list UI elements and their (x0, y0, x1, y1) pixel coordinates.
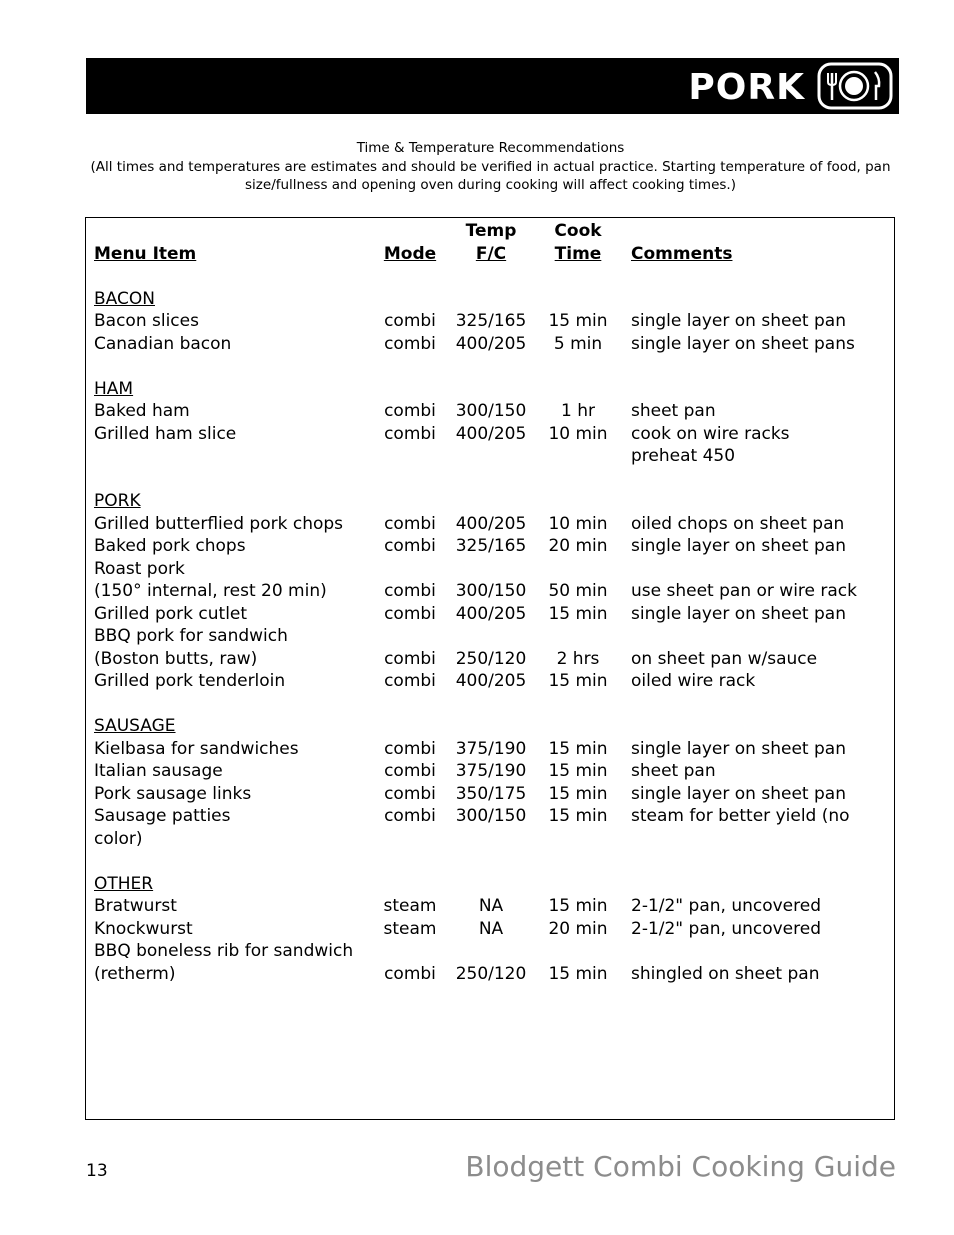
cook-header: Cook (554, 221, 602, 241)
table-row (86, 535, 894, 558)
guide-title: Blodgett Combi Cooking Guide (465, 1150, 896, 1183)
menu-item-cell: Baked pork chops (94, 536, 246, 556)
header-row (86, 243, 894, 266)
intro-note: (All times and temperatures are estimates and should be verified in actual practice. Starting temperature of food, pan size/fullness and opening oven during cooking will affect cooking times.) (90, 159, 891, 193)
menu-item-cell: Kielbasa for sandwiches (94, 738, 299, 759)
table-row (86, 445, 894, 468)
cook-time-cell: 15 min (548, 783, 608, 804)
section-title: OTHER (94, 873, 154, 894)
table-row (86, 625, 894, 648)
menu-item-cell: Grilled pork cutlet (94, 603, 248, 624)
table-row (86, 310, 894, 333)
table-row (86, 400, 894, 423)
comment-cell: cook on wire racks (631, 423, 790, 444)
cook-time-cell: 20 min (548, 918, 608, 939)
table-row (86, 805, 894, 828)
menu-item-cell: Pork sausage links (94, 783, 252, 804)
comment-cell: shingled on sheet pan (631, 963, 820, 984)
temp-cell: 300/150 (455, 806, 527, 826)
mode-cell: combi (384, 581, 436, 601)
mode-cell: combi (384, 963, 436, 984)
table-row (86, 760, 894, 783)
section-title: BACON (94, 288, 155, 309)
comment-cell: single layer on sheet pan (631, 311, 846, 331)
banner-title: PORK (688, 67, 805, 108)
table-row (86, 558, 894, 581)
mode-cell: combi (384, 738, 436, 759)
table-row (86, 670, 894, 693)
table-row (86, 828, 894, 851)
table-row (86, 580, 894, 603)
menu-item-cell: (150° internal, rest 20 min) (94, 581, 327, 601)
cook-time-cell: 1 hr (561, 401, 595, 421)
temp-cell: 375/190 (455, 738, 527, 759)
comment-cell: 2-1/2" pan, uncovered (631, 918, 822, 939)
temp-cell: 250/120 (455, 963, 527, 984)
temp-cell: 400/205 (455, 671, 527, 691)
plate-fork-knife-icon (817, 62, 893, 110)
mode-cell: combi (384, 513, 436, 534)
menu-item-header: Menu Item (94, 244, 197, 264)
section-heading (86, 490, 894, 513)
comment-cell: 2-1/2" pan, uncovered (631, 896, 822, 916)
comment-cell: on sheet pan w/sauce (631, 648, 818, 669)
cook-time-cell: 5 min (553, 333, 603, 354)
mode-cell: combi (384, 783, 436, 804)
mode-cell: combi (384, 806, 436, 826)
menu-item-cell: Italian sausage (94, 761, 223, 781)
menu-item-cell: Grilled butterflied pork chops (94, 513, 344, 534)
table-row (86, 940, 894, 963)
comment-cell: single layer on sheet pan (631, 738, 846, 759)
cook-time-cell: 15 min (548, 603, 608, 624)
menu-item-cell: Grilled ham slice (94, 423, 237, 444)
temp-cell: 300/150 (455, 401, 527, 421)
menu-item-cell: Baked ham (94, 401, 190, 421)
temp-cell: 300/150 (455, 581, 527, 601)
cook-time-cell: 15 min (548, 311, 608, 331)
temp-cell: NA (478, 896, 504, 916)
table-row (86, 918, 894, 941)
mode-cell: combi (384, 603, 436, 624)
table-row (86, 783, 894, 806)
temp-cell: 400/205 (455, 513, 527, 534)
comment-cell: preheat 450 (631, 446, 736, 466)
temp-unit-header: F/C (475, 244, 507, 264)
menu-item-cell: (Boston butts, raw) (94, 648, 258, 669)
cook-time-cell: 15 min (548, 963, 608, 984)
cook-time-cell: 20 min (548, 536, 608, 556)
cook-time-cell: 10 min (548, 423, 608, 444)
comment-cell: single layer on sheet pan (631, 603, 846, 624)
cook-time-cell: 15 min (548, 761, 608, 781)
section-heading (86, 288, 894, 311)
menu-item-cell: color) (94, 828, 143, 849)
section-heading (86, 873, 894, 896)
temp-cell: 400/205 (455, 603, 527, 624)
cook-time-cell: 2 hrs (556, 648, 600, 669)
menu-item-cell: Bacon slices (94, 311, 199, 331)
temp-cell: 350/175 (455, 783, 527, 804)
comment-cell: sheet pan (631, 761, 716, 781)
cook-time-cell: 15 min (548, 671, 608, 691)
menu-item-cell: (retherm) (94, 963, 176, 984)
mode-header: Mode (383, 244, 437, 264)
time-header: Time (554, 244, 602, 264)
cook-time-cell: 50 min (548, 581, 608, 601)
cook-time-cell: 10 min (548, 513, 608, 534)
cook-time-cell: 15 min (548, 806, 608, 826)
mode-cell: combi (384, 536, 436, 556)
table-row (86, 423, 894, 446)
temp-cell: 375/190 (455, 761, 527, 781)
comment-cell: use sheet pan or wire rack (631, 581, 857, 601)
comment-cell: oiled chops on sheet pan (631, 513, 845, 534)
page-number: 13 (86, 1161, 108, 1181)
table-row (86, 333, 894, 356)
mode-cell: combi (384, 401, 436, 421)
temp-cell: 325/165 (455, 311, 527, 331)
mode-cell: combi (384, 333, 436, 354)
header-row-top (86, 220, 894, 243)
mode-cell: combi (384, 311, 436, 331)
temp-cell: NA (478, 918, 504, 939)
comment-cell: single layer on sheet pans (631, 333, 855, 354)
menu-item-cell: Bratwurst (94, 896, 177, 916)
temp-header: Temp (465, 221, 517, 241)
section-heading (86, 378, 894, 401)
intro-title: Time & Temperature Recommendations (356, 140, 625, 156)
menu-item-cell: BBQ boneless rib for sandwich (94, 941, 354, 961)
temp-cell: 325/165 (455, 536, 527, 556)
mode-cell: steam (383, 896, 437, 916)
comments-header: Comments (631, 244, 733, 264)
table-row (86, 895, 894, 918)
mode-cell: combi (384, 423, 436, 444)
comment-cell: steam for better yield (no (631, 806, 850, 826)
menu-item-cell: Sausage patties (94, 806, 231, 826)
comment-cell: single layer on sheet pan (631, 536, 846, 556)
cook-time-cell: 15 min (548, 896, 608, 916)
menu-item-cell: BBQ pork for sandwich (94, 626, 288, 646)
temp-cell: 400/205 (455, 423, 527, 444)
mode-cell: combi (384, 648, 436, 669)
section-title: PORK (94, 491, 141, 511)
table-row (86, 648, 894, 671)
menu-item-cell: Canadian bacon (94, 333, 232, 354)
menu-item-cell: Knockwurst (94, 918, 193, 939)
section-title: SAUSAGE (94, 716, 176, 736)
mode-cell: steam (383, 918, 437, 939)
table-row (86, 963, 894, 986)
temp-cell: 400/205 (455, 333, 527, 354)
cook-time-cell: 15 min (548, 738, 608, 759)
section-heading (86, 715, 894, 738)
comment-cell: single layer on sheet pan (631, 783, 846, 804)
menu-item-cell: Grilled pork tenderloin (94, 671, 286, 691)
recommendations-table (85, 217, 895, 1120)
section-title: HAM (94, 378, 134, 399)
comment-cell: oiled wire rack (631, 671, 756, 691)
table-row (86, 738, 894, 761)
mode-cell: combi (384, 761, 436, 781)
menu-item-cell: Roast pork (94, 558, 185, 579)
mode-cell: combi (384, 671, 436, 691)
comment-cell: sheet pan (631, 401, 716, 421)
table-row (86, 603, 894, 626)
section-banner (86, 58, 899, 114)
table-row (86, 513, 894, 536)
temp-cell: 250/120 (455, 648, 527, 669)
